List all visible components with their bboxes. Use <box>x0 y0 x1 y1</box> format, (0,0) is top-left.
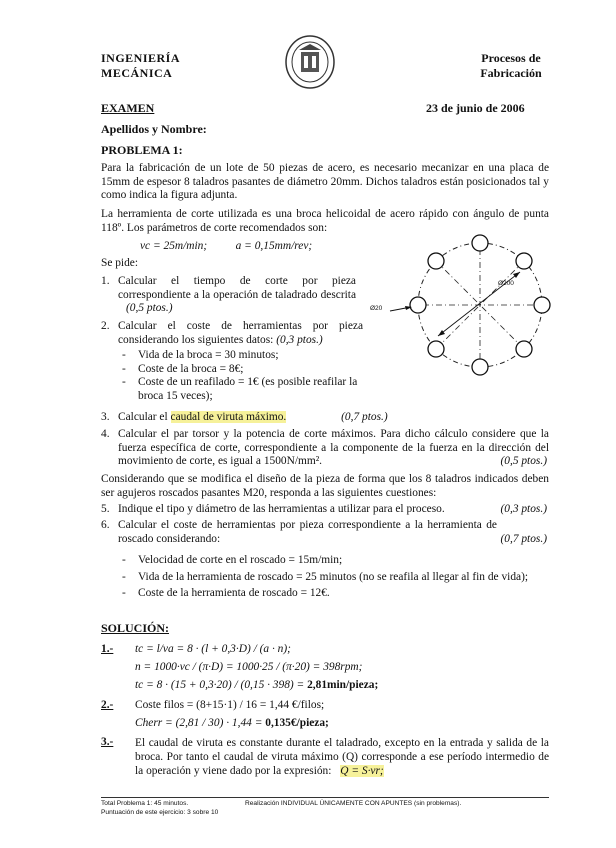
solution-1-line-2: n = 1000·vc / (π·D) = 1000·25 / (π·20) = 398rpm; <box>135 661 363 673</box>
question-5 <box>101 503 549 517</box>
header-left <box>101 51 180 81</box>
solution-2-line-1: Coste filos = (8+15·1) / 16 = 1,44 €/filos; <box>135 699 325 711</box>
question-2-number: 2. <box>101 320 110 332</box>
question-1-text: Calcular el tiempo de corte por pieza correspondiente a la operación de taladrado descrita <box>118 275 356 301</box>
question-3-text: Calcular el <box>118 411 168 423</box>
solution-title: SOLUCIÓN: <box>101 621 170 635</box>
question-5-number: 5. <box>101 503 110 515</box>
solution-2-line-2-expr: Cherr = (2,81 / 30) · 1,44 = <box>135 717 263 729</box>
question-4 <box>101 428 549 469</box>
solution-3-formula: Q = S·vr; <box>340 765 384 777</box>
dimension-large-label: Ø200 <box>498 280 514 287</box>
question-3-highlight: caudal de viruta máximo. <box>170 411 287 423</box>
solution-2-line-2 <box>135 717 329 731</box>
intro-paragraph-2: La herramienta de corte utilizada es una broca helicoidal de acero rápido con ángulo de punta 118º. Los parámetros de corte recomendados son: <box>101 208 549 234</box>
question-2-list <box>118 349 363 403</box>
exam-title: EXAMEN <box>101 101 155 115</box>
list-item: - Coste de la herramienta de roscado = 12€. <box>118 585 549 602</box>
question-2 <box>101 320 363 404</box>
header-left-line1: INGENIERÍA <box>101 51 181 65</box>
question-4-number: 4. <box>101 428 110 440</box>
solution-3-number: 3.- <box>101 736 114 748</box>
solution-2-result: 0,135€/pieza; <box>265 717 329 729</box>
question-1-points: (0,5 ptos.) <box>126 302 173 315</box>
question-2-text: Calcular el coste de herramientas por pieza considerando los siguientes datos: <box>118 320 363 346</box>
problem-title: PROBLEMA 1: <box>101 143 183 157</box>
question-6 <box>101 519 549 602</box>
header-right-line2: Fabricación <box>480 66 542 80</box>
footer-left <box>101 800 218 817</box>
cutting-params: vc = 25m/min; a = 0,15mm/rev; <box>140 240 313 252</box>
solution-1-number: 1.- <box>101 643 114 655</box>
question-1-number: 1. <box>101 275 110 287</box>
list-item: - Vida de la broca = 30 minutos; <box>118 349 363 363</box>
question-5-text: Indique el tipo y diámetro de las herramientas a utilizar para el proceso. <box>118 503 445 515</box>
question-6-text: Calcular el coste de herramientas por pieza correspondiente a la herramienta de roscado considerando: <box>118 519 497 545</box>
list-item: - Coste de la broca = 8€; <box>118 363 363 377</box>
question-6-number: 6. <box>101 519 110 531</box>
solution-1-line-3 <box>135 679 378 693</box>
question-4-text: Calcular el par torsor y la potencia de corte máximos. Para dicho cálculo considere que la fuerza específica de corte, correspondiente a la componente de la fuerza en la dirección del movimiento de corte, es igual a 1500N/mm². <box>118 428 549 468</box>
list-item: - Coste de un reafilado = 1€ (es posible reafilar la broca 15 veces); <box>118 376 363 403</box>
list-item: - Vida de la herramienta de roscado = 25 minutos (no se reafila al llegar al fin de vida); <box>118 569 549 586</box>
intro-paragraph-1: Para la fabricación de un lote de 50 piezas de acero, es necesario mecanizar en una placa de 15mm de espesor 8 taladros pasantes de diámetro 20mm. Dichos taladros están posicionados tal y como indica la figura adjunta. <box>101 162 549 202</box>
university-seal-icon <box>285 34 335 90</box>
footer-score: Puntuación de este ejercicio: 3 sobre 10 <box>101 808 219 816</box>
dimension-small-label: Ø20 <box>370 305 383 312</box>
solution-3-text <box>135 736 549 778</box>
consider-paragraph: Considerando que se modifica el diseño de la pieza de forma que los 8 taladros indicados deben ser agujeros roscados pasantes M20, responda a las siguientes cuestiones: <box>101 473 549 499</box>
question-4-points: (0,5 ptos.) <box>500 455 547 467</box>
footer-right: Realización INDIVIDUAL ÚNICAMENTE CON APUNTES (sin problemas). <box>245 800 462 807</box>
question-5-points: (0,3 ptos.) <box>500 503 547 515</box>
solution-2-number: 2.- <box>101 699 114 711</box>
name-label: Apellidos y Nombre: <box>101 122 207 136</box>
question-3-points: (0,7 ptos.) <box>341 411 388 423</box>
header-left-line2: MECÁNICA <box>101 66 173 80</box>
question-3-number: 3. <box>101 411 110 423</box>
solution-1-result: 2,81min/pieza; <box>307 679 379 691</box>
question-1 <box>101 275 356 316</box>
list-item: - Velocidad de corte en el roscado = 15m/min; <box>118 552 549 569</box>
question-6-points: (0,7 ptos.) <box>500 533 547 545</box>
solution-3-paragraph: El caudal de viruta es constante durante el taladrado, excepto en la entrada y salida de la broca. Por tanto el caudal de viruta máximo (Q) corresponde a ese período intermedio de la operación y viene dado por la expresión: <box>135 737 549 777</box>
header-right-line1: Procesos de <box>481 51 541 65</box>
question-6-list <box>118 552 549 602</box>
question-2-points: (0,3 ptos.) <box>276 333 323 346</box>
solution-1-line-3-expr: tc = 8 · (15 + 0,3·20) / (0,15 · 398) = <box>135 679 305 691</box>
se-pide: Se pide: <box>101 257 139 269</box>
exam-date: 23 de junio de 2006 <box>426 101 525 115</box>
drill-pattern-figure <box>366 224 562 396</box>
header-right <box>476 51 546 81</box>
question-3 <box>101 411 549 425</box>
solution-1-line-1: tc = l/va = 8 · (l + 0,3·D) / (a · n); <box>135 643 291 655</box>
footer-total-time: Total Problema 1: 45 minutos. <box>101 800 189 807</box>
footer-divider <box>101 797 549 798</box>
